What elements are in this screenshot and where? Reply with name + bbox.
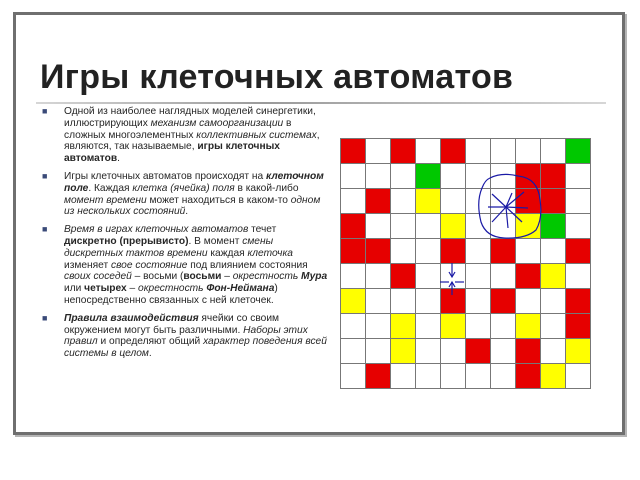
text-run: механизм самоорганизации: [150, 117, 284, 129]
text-run: момент времени: [64, 194, 147, 206]
grid-cell: [541, 214, 566, 239]
text-run: окрестность: [232, 271, 299, 283]
grid-cell: [491, 214, 516, 239]
grid-cell: [516, 239, 541, 264]
grid-cell: [416, 189, 441, 214]
title-divider: [36, 102, 606, 104]
text-run: восьми: [183, 271, 222, 283]
grid-cell: [341, 239, 366, 264]
grid-cell: [516, 189, 541, 214]
bullet-marker-icon: ■: [42, 106, 48, 116]
text-run: изменяет: [64, 259, 111, 271]
grid-cell: [491, 189, 516, 214]
grid-cell: [391, 164, 416, 189]
grid-cell: [541, 264, 566, 289]
grid-cell: [566, 239, 591, 264]
grid-cell: [366, 139, 391, 164]
grid-cell: [466, 189, 491, 214]
text-run: Правила взаимодействия: [64, 312, 199, 324]
text-run: своих соседей: [64, 271, 132, 283]
grid-cell: [516, 314, 541, 339]
grid-cell: [566, 314, 591, 339]
grid-cell: [416, 239, 441, 264]
text-run: каждая: [207, 247, 248, 259]
grid-cell: [416, 214, 441, 239]
text-run: может находиться в каком-то: [146, 194, 291, 206]
text-run: Время в играх клеточных автоматов: [64, 224, 249, 236]
grid-cell: [541, 339, 566, 364]
grid-cell: [466, 339, 491, 364]
text-run: клетка (ячейка) поля: [132, 182, 235, 194]
grid-cell: [541, 239, 566, 264]
text-run: в сложных многоэлементных: [64, 117, 292, 141]
text-run: Наборы этих правил: [64, 324, 308, 348]
text-run: –: [221, 271, 233, 283]
grid-cell: [366, 264, 391, 289]
text-run: под влиянием состояния: [187, 259, 308, 271]
bullet-text: [64, 313, 327, 359]
text-run: окрестность: [138, 283, 204, 295]
grid-cell: [391, 239, 416, 264]
grid-cell: [441, 314, 466, 339]
grid-cell: [466, 289, 491, 314]
grid-cell: [466, 239, 491, 264]
grid-cell: [366, 289, 391, 314]
grid-cell: [341, 214, 366, 239]
grid-cell: [566, 364, 591, 389]
grid-cell: [441, 289, 466, 314]
grid-cell: [416, 139, 441, 164]
bullet-item: [38, 313, 328, 360]
grid-cell: [516, 339, 541, 364]
grid-cell: [341, 139, 366, 164]
grid-cell: [466, 314, 491, 339]
text-run: дискретно (прерывисто): [64, 235, 189, 247]
grid-cell: [391, 264, 416, 289]
text-run: .: [148, 348, 152, 360]
grid-cell: [341, 339, 366, 364]
bullet-marker-icon: ■: [42, 312, 48, 323]
grid-cell: [366, 239, 391, 264]
grid-cell: [441, 264, 466, 289]
grid-cell: [491, 314, 516, 339]
text-run: смены дискретных тактов времени: [64, 235, 274, 259]
text-run: и определяют общий: [97, 336, 204, 348]
text-run: свое состояние: [111, 259, 188, 271]
grid-cell: [341, 164, 366, 189]
grid-cell: [516, 289, 541, 314]
text-run: клеточка: [247, 247, 293, 259]
text-run: Мура: [301, 271, 328, 283]
grid-cell: [516, 264, 541, 289]
text-run: . В момент: [188, 235, 243, 247]
grid-cell: [341, 264, 366, 289]
grid-cell: [391, 289, 416, 314]
grid-cell: [391, 189, 416, 214]
grid-cell: [391, 139, 416, 164]
text-run: характер поведения всей системы в целом: [64, 336, 327, 360]
grid-cell: [441, 339, 466, 364]
text-run: Фон-Неймана: [206, 283, 275, 295]
text-run: клеточном поле: [64, 170, 324, 194]
grid-cell: [466, 264, 491, 289]
grid-cell: [391, 214, 416, 239]
bullet-text: [64, 171, 324, 217]
grid-cell: [391, 364, 416, 389]
grid-cell: [566, 164, 591, 189]
grid-cell: [566, 139, 591, 164]
grid-cell: [366, 339, 391, 364]
grid-cell: [341, 189, 366, 214]
text-run: – восьми (: [131, 271, 184, 283]
grid-cell: [566, 214, 591, 239]
text-run: течет: [248, 224, 277, 236]
grid-cell: [366, 164, 391, 189]
text-run: .: [185, 206, 189, 218]
grid-cell: [366, 214, 391, 239]
bullet-text: [64, 106, 320, 164]
grid-cell: [416, 289, 441, 314]
text-run: или: [64, 283, 85, 295]
grid-cell: [416, 339, 441, 364]
bullet-text: [64, 224, 327, 306]
grid-cell: [491, 264, 516, 289]
text-run: Игры клеточных автоматов происходят на: [64, 170, 266, 182]
grid-cell: [341, 364, 366, 389]
grid-cell: [366, 314, 391, 339]
text-run: в какой-либо: [234, 182, 299, 194]
grid-cell: [491, 364, 516, 389]
text-run: ячейки со своим окружением могут быть различными.: [64, 312, 280, 336]
bullet-marker-icon: ■: [42, 224, 48, 235]
grid-cell: [341, 314, 366, 339]
slide-body: [38, 106, 328, 418]
grid-cell: [566, 339, 591, 364]
grid-cell: [416, 164, 441, 189]
grid-cell: [466, 164, 491, 189]
grid-cell: [441, 139, 466, 164]
text-run: ) непосредственно связанных с ней клеточек.: [64, 283, 278, 306]
grid-cell: [516, 214, 541, 239]
grid-cell: [441, 239, 466, 264]
cellular-automaton-grid: [340, 138, 591, 389]
grid-cell: [541, 314, 566, 339]
grid-cell: [541, 189, 566, 214]
text-run: одном из нескольких состояний: [64, 194, 321, 218]
grid-cell: [466, 364, 491, 389]
grid-cell: [366, 364, 391, 389]
grid-cell: [516, 364, 541, 389]
bullet-item: [38, 106, 328, 165]
grid-cell: [441, 164, 466, 189]
grid-cell: [516, 139, 541, 164]
grid-cell: [491, 339, 516, 364]
grid-cell: [491, 139, 516, 164]
grid-cell: [416, 264, 441, 289]
grid-cell: [391, 339, 416, 364]
bullet-item: [38, 224, 328, 307]
text-run: четырех: [84, 283, 127, 295]
text-run: , являются, так называемые,: [64, 129, 320, 153]
grid-cell: [566, 189, 591, 214]
grid-cell: [391, 314, 416, 339]
grid-cell: [441, 214, 466, 239]
grid-cell: [466, 139, 491, 164]
grid-cell: [541, 364, 566, 389]
grid-cell: [516, 164, 541, 189]
grid-cell: [566, 289, 591, 314]
bullet-marker-icon: ■: [42, 170, 48, 181]
grid-cell: [341, 289, 366, 314]
text-run: .: [117, 153, 120, 165]
grid-cell: [541, 289, 566, 314]
grid-cell: [466, 214, 491, 239]
slide-title: Игры клеточных автоматов: [40, 58, 514, 96]
grid-cell: [541, 139, 566, 164]
text-run: –: [126, 283, 139, 295]
grid-cell: [416, 364, 441, 389]
bullet-item: [38, 171, 328, 218]
grid-cell: [366, 189, 391, 214]
grid-cell: [416, 314, 441, 339]
grid-cell: [566, 264, 591, 289]
grid-cell: [491, 239, 516, 264]
grid-cell: [441, 364, 466, 389]
grid-cell: [491, 289, 516, 314]
grid-cell: [441, 189, 466, 214]
grid-cell: [541, 164, 566, 189]
text-run: Одной из наиболее наглядных моделей синергетики, иллюстрирующих: [64, 106, 316, 129]
grid-cell: [491, 164, 516, 189]
text-run: игры клеточных автоматов: [64, 141, 280, 165]
text-run: коллективных системах: [196, 129, 317, 141]
text-run: . Каждая: [88, 182, 133, 194]
